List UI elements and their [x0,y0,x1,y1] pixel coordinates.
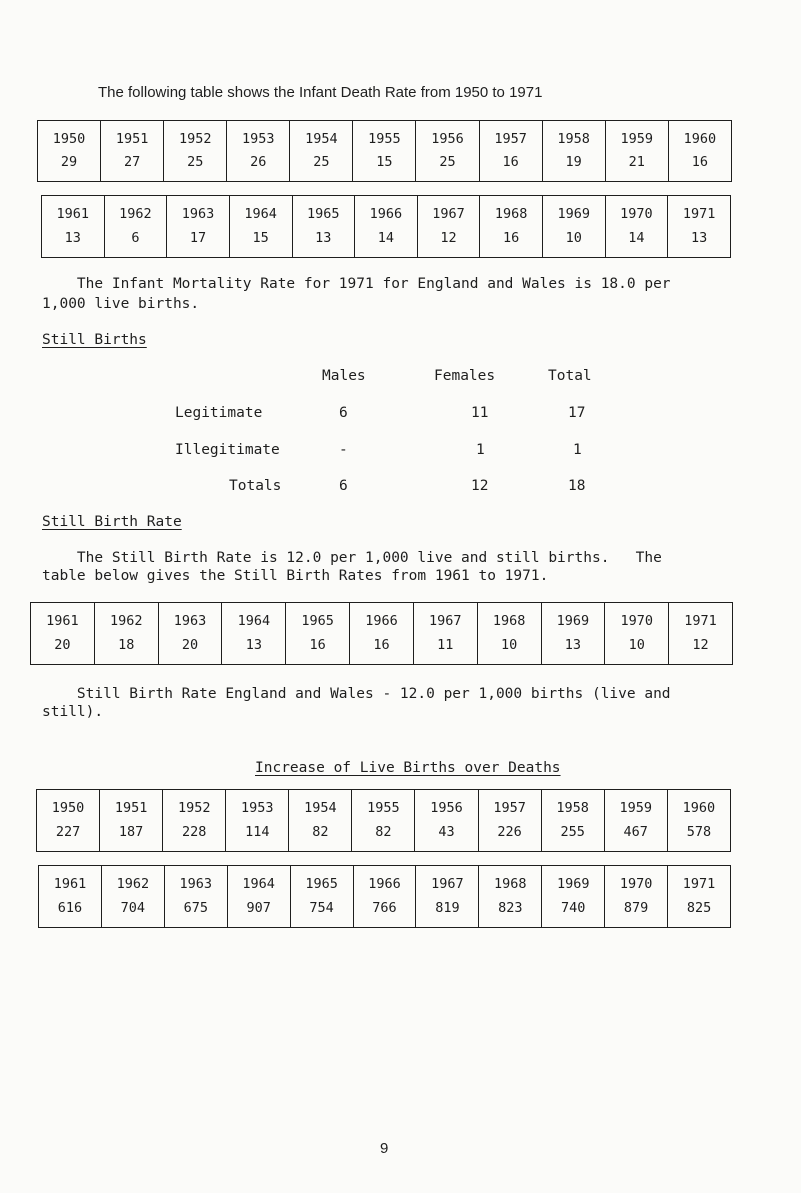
rate-value: 675 [183,899,208,916]
rate-value: 879 [623,899,649,916]
legitimate-males: 6 [339,405,348,421]
table-cell [605,866,668,928]
rate-value: 616 [57,899,83,916]
rate-value: 21 [628,154,645,170]
year-label: 1951 [114,800,148,816]
legitimate-females: 11 [471,405,489,421]
year-label: 1950 [51,800,85,816]
year-label: 1967 [431,876,464,892]
year-label: 1963 [179,876,213,892]
table-cell [416,866,479,928]
table-cell [479,121,542,182]
rate-value: 20 [181,636,199,653]
illegitimate-total: 1 [573,442,582,458]
totals-males: 6 [339,478,348,494]
rate-value: 578 [686,823,712,840]
year-label: 1964 [242,876,275,892]
rate-value: 11 [437,636,454,653]
table-cell [669,603,733,665]
rate-value: 17 [189,229,207,246]
table-cell [477,603,541,665]
legitimate-total: 17 [568,405,586,421]
totals-total: 18 [568,478,586,494]
table-row [31,603,733,665]
table-cell [541,603,605,665]
table-cell [605,603,669,665]
rate-value: 10 [500,636,518,653]
infant-rate-table-1961-1971 [41,195,731,258]
year-label: 1955 [367,800,400,816]
rate-value: 754 [309,899,334,916]
year-label: 1956 [431,130,464,147]
year-label: 1959 [620,130,653,147]
year-label: 1951 [115,130,149,147]
table-cell [222,603,286,665]
year-label: 1957 [493,800,526,816]
year-label: 1963 [173,613,207,629]
col-total: Total [548,368,592,384]
table-cell [668,196,731,258]
year-label: 1967 [429,613,462,629]
year-label: 1962 [116,876,150,892]
table-cell [164,866,227,928]
year-label: 1968 [494,876,527,892]
rate-value: 12 [692,636,709,653]
table-cell [164,121,227,182]
year-label: 1953 [242,130,275,147]
row-label-totals: Totals [229,478,282,494]
rate-value: 15 [376,154,393,170]
rate-value: 82 [312,823,329,840]
table-cell [104,196,167,258]
rate-value: 16 [373,636,390,653]
rate-value: 14 [377,229,395,246]
sbr-ew-line-2: still). [42,704,104,720]
table-row [39,866,731,928]
rate-value: 43 [438,823,455,840]
year-label: 1966 [369,206,403,222]
year-label: 1970 [619,876,653,892]
still-birth-rate-table [30,602,733,665]
table-cell [31,603,95,665]
table-cell [227,121,290,182]
table-cell [289,790,352,852]
table-cell [416,121,479,182]
table-cell [163,790,226,852]
year-label: 1952 [177,800,211,816]
year-label: 1964 [244,206,277,222]
year-label: 1959 [619,800,652,816]
illegitimate-females: 1 [476,442,485,458]
rate-value: 13 [64,229,81,246]
year-label: 1954 [305,130,338,147]
table-cell [101,866,164,928]
rate-value: 467 [623,823,648,840]
year-label: 1961 [53,876,87,892]
rate-value: 823 [498,899,523,916]
year-label: 1954 [304,800,337,816]
rate-value: 10 [628,636,645,653]
rate-value: 766 [372,899,397,916]
year-label: 1965 [307,206,340,222]
rate-value: 13 [245,636,262,653]
rate-value: 29 [60,154,78,170]
year-label: 1971 [684,613,717,629]
rate-value: 18 [118,636,135,653]
year-label: 1964 [237,613,271,629]
rate-value: 226 [497,823,522,840]
rate-value: 907 [246,899,271,916]
row-label-illegitimate: Illegitimate [175,442,280,458]
table-cell [94,603,158,665]
col-males: Males [322,368,366,384]
sbr-ew-line-1: Still Birth Rate England and Wales - 12.0 per 1,000 births (live and [42,686,671,702]
table-cell [542,866,605,928]
rate-value: 10 [565,229,582,246]
year-label: 1955 [368,130,401,147]
table-cell [543,196,606,258]
imr-line-1: The Infant Mortality Rate for 1971 for England and Wales is 18.0 per [42,276,671,292]
year-label: 1963 [181,206,215,222]
table-cell [37,790,100,852]
table-cell [101,121,164,182]
year-label: 1962 [109,613,143,629]
table-cell [667,790,730,852]
year-label: 1966 [368,876,401,892]
table-cell [668,866,731,928]
sbr-line-1: The Still Birth Rate is 12.0 per 1,000 live and still births. The [42,550,662,566]
col-females: Females [434,368,496,384]
table-cell [604,790,667,852]
table-cell [415,790,478,852]
row-label-legitimate: Legitimate [175,405,263,421]
rate-value: 255 [560,823,585,840]
increase-table-1961-1971 [38,865,731,928]
year-label: 1968 [494,206,528,222]
rate-value: 187 [118,823,144,840]
table-cell [541,790,604,852]
increase-heading: Increase of Live Births over Deaths [255,760,561,776]
rate-value: 27 [123,154,141,170]
rate-value: 19 [565,154,582,170]
sbr-line-2: table below gives the Still Birth Rates from 1961 to 1971. [42,568,549,584]
year-label: 1960 [683,130,717,147]
table-cell [42,196,105,258]
rate-value: 14 [628,229,645,246]
rate-value: 25 [313,154,330,170]
year-label: 1969 [556,876,590,892]
table-cell [352,790,415,852]
table-cell [158,603,222,665]
rate-value: 16 [691,154,709,170]
table-cell [668,121,731,182]
year-label: 1960 [682,800,716,816]
year-label: 1969 [557,206,591,222]
table-cell [227,866,290,928]
rate-value: 227 [55,823,81,840]
rate-value: 819 [435,899,460,916]
year-label: 1957 [494,130,527,147]
rate-value: 13 [690,229,708,246]
table-cell [229,196,292,258]
rate-value: 16 [309,636,326,653]
totals-females: 12 [471,478,489,494]
illegitimate-males: - [339,442,348,458]
table-cell [38,121,101,182]
rate-value: 26 [250,154,267,170]
table-cell [605,196,668,258]
imr-line-2: 1,000 live births. [42,296,200,312]
year-label: 1967 [432,206,465,222]
year-label: 1965 [305,876,338,892]
rate-value: 740 [561,899,586,916]
intro-text: The following table shows the Infant Death Rate from 1950 to 1971 [98,84,543,101]
table-cell [350,603,414,665]
table-cell [479,866,542,928]
rate-value: 16 [503,229,520,246]
rate-value: 82 [375,823,392,840]
infant-rate-table-1950-1960 [37,120,732,182]
rate-value: 15 [252,229,269,246]
year-label: 1966 [365,613,398,629]
table-cell [353,866,416,928]
rate-value: 13 [564,636,582,653]
still-births-heading: Still Births [42,332,147,348]
table-row [37,790,731,852]
year-label: 1971 [682,876,716,892]
year-label: 1956 [430,800,463,816]
rate-value: 25 [187,154,204,170]
year-label: 1958 [556,800,589,816]
table-cell [417,196,480,258]
increase-table-1950-1960 [36,789,731,852]
year-label: 1971 [682,206,716,222]
table-cell [353,121,416,182]
rate-value: 20 [54,636,71,653]
table-cell [542,121,605,182]
table-row [42,196,731,258]
table-cell [413,603,477,665]
table-cell [226,790,289,852]
table-cell [39,866,102,928]
table-cell [290,121,353,182]
year-label: 1970 [620,206,653,222]
year-label: 1968 [492,613,526,629]
table-cell [290,866,353,928]
table-cell [286,603,350,665]
rate-value: 228 [182,823,207,840]
rate-value: 6 [131,229,140,246]
table-cell [605,121,668,182]
year-label: 1961 [46,613,79,629]
table-cell [292,196,355,258]
page-number: 9 [380,1140,389,1157]
year-label: 1950 [52,130,86,147]
rate-value: 825 [686,899,712,916]
table-cell [478,790,541,852]
rate-value: 704 [120,899,146,916]
year-label: 1961 [56,206,90,222]
table-cell [480,196,543,258]
rate-value: 16 [502,154,519,170]
year-label: 1962 [119,206,152,222]
table-cell [167,196,230,258]
table-row [38,121,732,182]
table-cell [355,196,418,258]
rate-value: 25 [439,154,456,170]
table-cell [100,790,163,852]
year-label: 1970 [620,613,653,629]
rate-value: 12 [440,229,457,246]
year-label: 1953 [241,800,274,816]
year-label: 1958 [557,130,590,147]
rate-value: 13 [315,229,332,246]
year-label: 1969 [556,613,590,629]
year-label: 1965 [301,613,334,629]
still-birth-rate-heading: Still Birth Rate [42,514,182,530]
year-label: 1952 [178,130,212,147]
rate-value: 114 [245,823,270,840]
